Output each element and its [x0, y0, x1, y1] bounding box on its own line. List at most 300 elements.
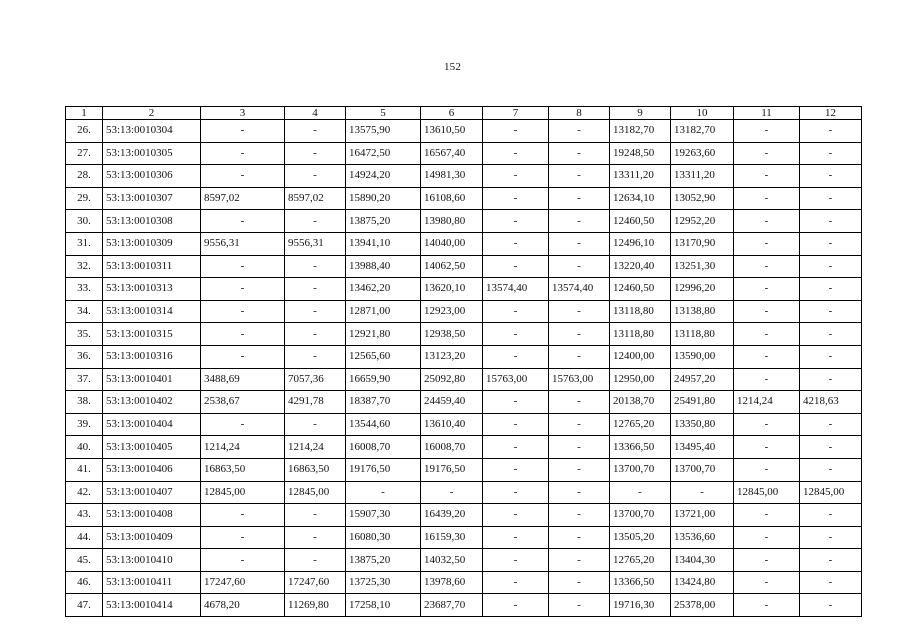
value-cell: 12845,00: [734, 481, 800, 504]
cadastral-number-cell: 53:13:0010314: [103, 300, 201, 323]
value-cell: -: [549, 504, 610, 527]
value-cell: -: [800, 142, 862, 165]
value-cell: 13123,20: [421, 345, 483, 368]
value-cell: -: [800, 413, 862, 436]
value-cell: 1214,24: [285, 436, 346, 459]
column-header-2: 2: [103, 107, 201, 120]
value-cell: 16863,50: [285, 458, 346, 481]
value-cell: 12765,20: [610, 549, 671, 572]
cadastral-number-cell: 53:13:0010305: [103, 142, 201, 165]
value-cell: -: [671, 481, 734, 504]
value-cell: -: [549, 232, 610, 255]
value-cell: -: [549, 255, 610, 278]
value-cell: -: [285, 323, 346, 346]
value-cell: -: [346, 481, 421, 504]
value-cell: 13462,20: [346, 278, 421, 301]
value-cell: 11269,80: [285, 594, 346, 617]
value-cell: -: [800, 210, 862, 233]
value-cell: 13350,80: [671, 413, 734, 436]
value-cell: -: [800, 255, 862, 278]
value-cell: -: [483, 142, 549, 165]
value-cell: 12634,10: [610, 187, 671, 210]
value-cell: 19248,50: [610, 142, 671, 165]
table-row: [66, 120, 862, 143]
cadastral-number-cell: 53:13:0010308: [103, 210, 201, 233]
value-cell: 19716,30: [610, 594, 671, 617]
value-cell: 14924,20: [346, 165, 421, 188]
value-cell: 13366,50: [610, 571, 671, 594]
column-header-9: 9: [610, 107, 671, 120]
value-cell: 13311,20: [610, 165, 671, 188]
value-cell: 13495,40: [671, 436, 734, 459]
value-cell: -: [800, 232, 862, 255]
value-cell: -: [483, 526, 549, 549]
row-number-cell: 40.: [66, 436, 103, 459]
value-cell: 13138,80: [671, 300, 734, 323]
row-number-cell: 46.: [66, 571, 103, 594]
value-cell: -: [800, 300, 862, 323]
value-cell: 9556,31: [285, 232, 346, 255]
value-cell: -: [285, 165, 346, 188]
value-cell: 7057,36: [285, 368, 346, 391]
value-cell: 13875,20: [346, 210, 421, 233]
table-row: [66, 549, 862, 572]
value-cell: 18387,70: [346, 391, 421, 414]
row-number-cell: 34.: [66, 300, 103, 323]
row-number-cell: 45.: [66, 549, 103, 572]
table-row: [66, 526, 862, 549]
value-cell: 12565,60: [346, 345, 421, 368]
value-cell: 16008,70: [346, 436, 421, 459]
value-cell: 8597,02: [201, 187, 285, 210]
table-row: [66, 165, 862, 188]
value-cell: -: [549, 323, 610, 346]
cadastral-number-cell: 53:13:0010316: [103, 345, 201, 368]
value-cell: 25378,00: [671, 594, 734, 617]
value-cell: 14062,50: [421, 255, 483, 278]
value-cell: -: [734, 571, 800, 594]
value-cell: -: [201, 278, 285, 301]
value-cell: -: [549, 594, 610, 617]
table-row: [66, 571, 862, 594]
row-number-cell: 43.: [66, 504, 103, 527]
value-cell: 25491,80: [671, 391, 734, 414]
value-cell: -: [201, 504, 285, 527]
value-cell: 25092,80: [421, 368, 483, 391]
cadastral-number-cell: 53:13:0010409: [103, 526, 201, 549]
value-cell: 17258,10: [346, 594, 421, 617]
row-number-cell: 36.: [66, 345, 103, 368]
value-cell: -: [549, 345, 610, 368]
value-cell: -: [734, 368, 800, 391]
value-cell: -: [549, 458, 610, 481]
value-cell: -: [483, 187, 549, 210]
value-cell: 13118,80: [610, 323, 671, 346]
value-cell: 13574,40: [483, 278, 549, 301]
value-cell: -: [734, 594, 800, 617]
value-cell: -: [201, 345, 285, 368]
value-cell: 20138,70: [610, 391, 671, 414]
value-cell: -: [285, 120, 346, 143]
table-row: [66, 391, 862, 414]
value-cell: 13574,40: [549, 278, 610, 301]
value-cell: 16472,50: [346, 142, 421, 165]
value-cell: 16863,50: [201, 458, 285, 481]
value-cell: -: [483, 481, 549, 504]
value-cell: 12923,00: [421, 300, 483, 323]
value-cell: -: [483, 594, 549, 617]
value-cell: 16659,90: [346, 368, 421, 391]
value-cell: 16439,20: [421, 504, 483, 527]
table-body: [66, 120, 862, 617]
row-number-cell: 33.: [66, 278, 103, 301]
value-cell: 13941,10: [346, 232, 421, 255]
value-cell: -: [800, 549, 862, 572]
value-cell: -: [734, 187, 800, 210]
value-cell: -: [800, 278, 862, 301]
value-cell: 13620,10: [421, 278, 483, 301]
value-cell: 8597,02: [285, 187, 346, 210]
row-number-cell: 47.: [66, 594, 103, 617]
row-number-cell: 31.: [66, 232, 103, 255]
table-row: [66, 458, 862, 481]
value-cell: 13052,90: [671, 187, 734, 210]
value-cell: -: [734, 323, 800, 346]
column-header-4: 4: [285, 107, 346, 120]
row-number-cell: 28.: [66, 165, 103, 188]
value-cell: -: [800, 571, 862, 594]
value-cell: 15763,00: [483, 368, 549, 391]
row-number-cell: 29.: [66, 187, 103, 210]
cadastral-number-cell: 53:13:0010407: [103, 481, 201, 504]
value-cell: 13182,70: [671, 120, 734, 143]
value-cell: 13721,00: [671, 504, 734, 527]
cadastral-number-cell: 53:13:0010311: [103, 255, 201, 278]
value-cell: -: [734, 436, 800, 459]
value-cell: 13988,40: [346, 255, 421, 278]
value-cell: -: [549, 413, 610, 436]
row-number-cell: 39.: [66, 413, 103, 436]
value-cell: -: [734, 255, 800, 278]
value-cell: -: [549, 300, 610, 323]
cadastral-number-cell: 53:13:0010307: [103, 187, 201, 210]
table-row: [66, 436, 862, 459]
table-row: [66, 413, 862, 436]
value-cell: 13170,90: [671, 232, 734, 255]
value-cell: -: [734, 345, 800, 368]
value-cell: 13610,40: [421, 413, 483, 436]
value-cell: -: [800, 345, 862, 368]
value-cell: 13118,80: [671, 323, 734, 346]
value-cell: -: [483, 255, 549, 278]
value-cell: 12845,00: [285, 481, 346, 504]
value-cell: 13544,60: [346, 413, 421, 436]
cadastral-number-cell: 53:13:0010309: [103, 232, 201, 255]
value-cell: -: [734, 278, 800, 301]
value-cell: -: [201, 210, 285, 233]
value-cell: 15907,30: [346, 504, 421, 527]
value-cell: 12871,00: [346, 300, 421, 323]
value-cell: -: [285, 549, 346, 572]
cadastral-number-cell: 53:13:0010404: [103, 413, 201, 436]
value-cell: -: [549, 481, 610, 504]
value-cell: -: [734, 526, 800, 549]
value-cell: -: [201, 300, 285, 323]
value-cell: -: [483, 210, 549, 233]
value-cell: -: [549, 526, 610, 549]
value-cell: 12400,00: [610, 345, 671, 368]
value-cell: -: [734, 232, 800, 255]
value-cell: -: [483, 413, 549, 436]
value-cell: 12460,50: [610, 278, 671, 301]
value-cell: 16567,40: [421, 142, 483, 165]
row-number-cell: 44.: [66, 526, 103, 549]
value-cell: 24957,20: [671, 368, 734, 391]
value-cell: -: [483, 345, 549, 368]
value-cell: 12765,20: [610, 413, 671, 436]
value-cell: -: [201, 323, 285, 346]
value-cell: -: [483, 436, 549, 459]
value-cell: 14032,50: [421, 549, 483, 572]
value-cell: -: [549, 210, 610, 233]
cadastral-number-cell: 53:13:0010401: [103, 368, 201, 391]
value-cell: -: [549, 391, 610, 414]
value-cell: 13725,30: [346, 571, 421, 594]
value-cell: -: [734, 142, 800, 165]
table-row: [66, 594, 862, 617]
value-cell: -: [734, 120, 800, 143]
table-row: [66, 345, 862, 368]
cadastral-number-cell: 53:13:0010408: [103, 504, 201, 527]
value-cell: 12952,20: [671, 210, 734, 233]
header-row: [66, 107, 862, 120]
value-cell: 13404,30: [671, 549, 734, 572]
value-cell: 15763,00: [549, 368, 610, 391]
value-cell: 1214,24: [734, 391, 800, 414]
value-cell: -: [483, 323, 549, 346]
value-cell: 13700,70: [671, 458, 734, 481]
value-cell: 9556,31: [201, 232, 285, 255]
value-cell: -: [483, 165, 549, 188]
value-cell: -: [549, 436, 610, 459]
value-cell: 13182,70: [610, 120, 671, 143]
value-cell: 13505,20: [610, 526, 671, 549]
value-cell: -: [610, 481, 671, 504]
cadastral-number-cell: 53:13:0010315: [103, 323, 201, 346]
value-cell: -: [483, 504, 549, 527]
column-header-6: 6: [421, 107, 483, 120]
cadastral-number-cell: 53:13:0010406: [103, 458, 201, 481]
table-row: [66, 232, 862, 255]
value-cell: -: [285, 300, 346, 323]
value-cell: -: [800, 526, 862, 549]
value-cell: 13575,90: [346, 120, 421, 143]
value-cell: -: [483, 571, 549, 594]
row-number-cell: 27.: [66, 142, 103, 165]
column-header-10: 10: [671, 107, 734, 120]
value-cell: 13980,80: [421, 210, 483, 233]
value-cell: -: [549, 571, 610, 594]
cadastral-number-cell: 53:13:0010414: [103, 594, 201, 617]
value-cell: 23687,70: [421, 594, 483, 617]
row-number-cell: 38.: [66, 391, 103, 414]
page-number: 152: [443, 61, 462, 73]
value-cell: 13366,50: [610, 436, 671, 459]
table-row: [66, 504, 862, 527]
value-cell: -: [201, 120, 285, 143]
value-cell: -: [201, 255, 285, 278]
value-cell: 13610,50: [421, 120, 483, 143]
value-cell: 4678,20: [201, 594, 285, 617]
value-cell: -: [285, 142, 346, 165]
value-cell: -: [483, 458, 549, 481]
value-cell: 4291,78: [285, 391, 346, 414]
value-cell: 12496,10: [610, 232, 671, 255]
value-cell: -: [201, 549, 285, 572]
value-cell: -: [285, 526, 346, 549]
value-cell: -: [549, 549, 610, 572]
value-cell: 12845,00: [201, 481, 285, 504]
value-cell: -: [734, 458, 800, 481]
value-cell: -: [201, 165, 285, 188]
value-cell: -: [201, 142, 285, 165]
value-cell: 14981,30: [421, 165, 483, 188]
value-cell: 16008,70: [421, 436, 483, 459]
cadastral-number-cell: 53:13:0010405: [103, 436, 201, 459]
value-cell: -: [201, 413, 285, 436]
value-cell: 12938,50: [421, 323, 483, 346]
row-number-cell: 41.: [66, 458, 103, 481]
value-cell: -: [800, 458, 862, 481]
value-cell: -: [483, 391, 549, 414]
value-cell: -: [483, 232, 549, 255]
table-header: [66, 107, 862, 120]
value-cell: -: [285, 210, 346, 233]
value-cell: -: [734, 210, 800, 233]
value-cell: 16159,30: [421, 526, 483, 549]
row-number-cell: 26.: [66, 120, 103, 143]
value-cell: 17247,60: [201, 571, 285, 594]
value-cell: -: [800, 436, 862, 459]
value-cell: -: [483, 300, 549, 323]
row-number-cell: 35.: [66, 323, 103, 346]
row-number-cell: 42.: [66, 481, 103, 504]
value-cell: 14040,00: [421, 232, 483, 255]
value-cell: -: [800, 165, 862, 188]
cadastral-number-cell: 53:13:0010306: [103, 165, 201, 188]
column-header-8: 8: [549, 107, 610, 120]
value-cell: -: [800, 323, 862, 346]
value-cell: 3488,69: [201, 368, 285, 391]
value-cell: 4218,63: [800, 391, 862, 414]
column-header-7: 7: [483, 107, 549, 120]
value-cell: -: [421, 481, 483, 504]
value-cell: -: [549, 120, 610, 143]
value-cell: -: [549, 165, 610, 188]
cadastral-number-cell: 53:13:0010304: [103, 120, 201, 143]
table-row: [66, 187, 862, 210]
column-header-5: 5: [346, 107, 421, 120]
value-cell: -: [800, 187, 862, 210]
table-row: [66, 481, 862, 504]
value-cell: -: [800, 368, 862, 391]
value-cell: 13700,70: [610, 458, 671, 481]
table-row: [66, 255, 862, 278]
value-cell: 13251,30: [671, 255, 734, 278]
cadastral-number-cell: 53:13:0010402: [103, 391, 201, 414]
data-table: [65, 106, 862, 617]
value-cell: 24459,40: [421, 391, 483, 414]
value-cell: -: [201, 526, 285, 549]
value-cell: 12845,00: [800, 481, 862, 504]
value-cell: -: [734, 165, 800, 188]
value-cell: -: [800, 120, 862, 143]
value-cell: -: [549, 142, 610, 165]
value-cell: 19176,50: [346, 458, 421, 481]
value-cell: 13220,40: [610, 255, 671, 278]
value-cell: -: [285, 413, 346, 436]
value-cell: -: [483, 549, 549, 572]
value-cell: 16108,60: [421, 187, 483, 210]
value-cell: 19176,50: [421, 458, 483, 481]
value-cell: 13424,80: [671, 571, 734, 594]
table-row: [66, 323, 862, 346]
value-cell: 12950,00: [610, 368, 671, 391]
table-row: [66, 300, 862, 323]
value-cell: 12460,50: [610, 210, 671, 233]
value-cell: 13700,70: [610, 504, 671, 527]
value-cell: 12921,80: [346, 323, 421, 346]
column-header-11: 11: [734, 107, 800, 120]
row-number-cell: 37.: [66, 368, 103, 391]
value-cell: 15890,20: [346, 187, 421, 210]
value-cell: 16080,30: [346, 526, 421, 549]
value-cell: -: [734, 504, 800, 527]
column-header-12: 12: [800, 107, 862, 120]
cadastral-number-cell: 53:13:0010411: [103, 571, 201, 594]
table-row: [66, 278, 862, 301]
value-cell: 17247,60: [285, 571, 346, 594]
value-cell: 19263,60: [671, 142, 734, 165]
value-cell: 13978,60: [421, 571, 483, 594]
value-cell: -: [734, 300, 800, 323]
column-header-3: 3: [201, 107, 285, 120]
row-number-cell: 32.: [66, 255, 103, 278]
value-cell: -: [285, 345, 346, 368]
value-cell: -: [285, 255, 346, 278]
value-cell: -: [285, 278, 346, 301]
column-header-1: 1: [66, 107, 103, 120]
value-cell: 13875,20: [346, 549, 421, 572]
row-number-cell: 30.: [66, 210, 103, 233]
cadastral-number-cell: 53:13:0010313: [103, 278, 201, 301]
cadastral-number-cell: 53:13:0010410: [103, 549, 201, 572]
value-cell: 1214,24: [201, 436, 285, 459]
value-cell: 12996,20: [671, 278, 734, 301]
value-cell: -: [800, 504, 862, 527]
value-cell: -: [549, 187, 610, 210]
value-cell: -: [483, 120, 549, 143]
table-row: [66, 210, 862, 233]
table-row: [66, 142, 862, 165]
value-cell: 2538,67: [201, 391, 285, 414]
value-cell: 13590,00: [671, 345, 734, 368]
value-cell: 13311,20: [671, 165, 734, 188]
value-cell: -: [734, 413, 800, 436]
value-cell: -: [285, 504, 346, 527]
table-row: [66, 368, 862, 391]
value-cell: 13536,60: [671, 526, 734, 549]
